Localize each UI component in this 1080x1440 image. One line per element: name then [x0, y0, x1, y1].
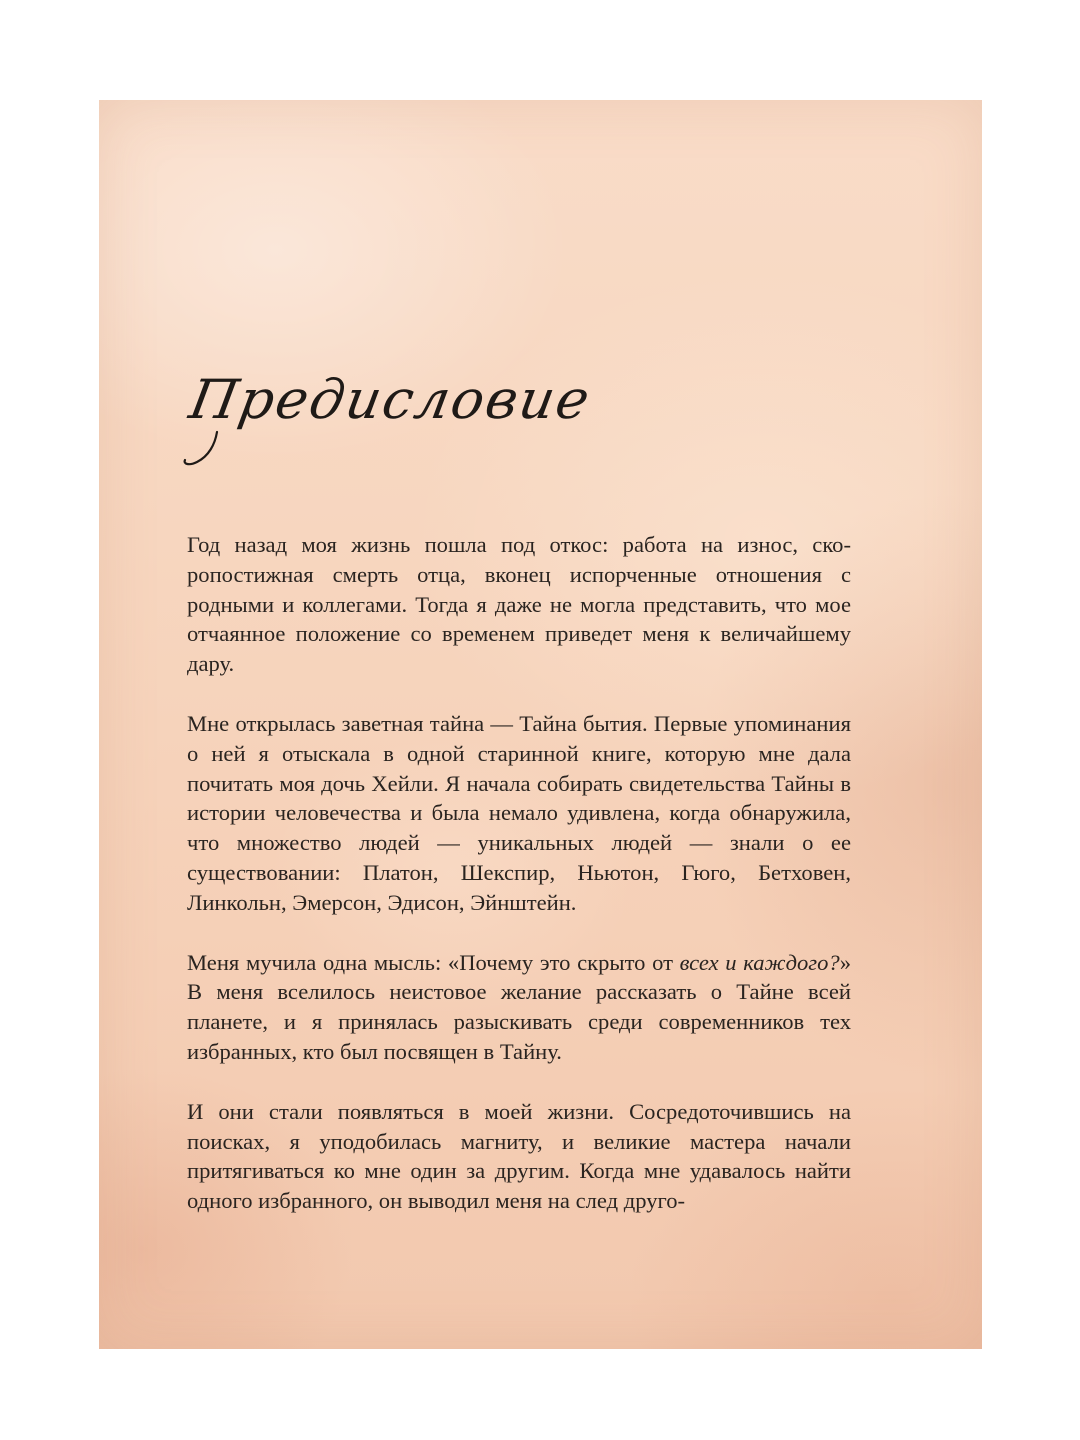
paragraph-3-start: Меня мучила одна мысль: «Почему это скрыто от [187, 949, 680, 975]
paragraph-3 [187, 948, 851, 1067]
paragraph-1: Год назад моя жизнь пошла под откос: работа на износ, скоропостижная смерть отца, вконец испорченные отношения с родными и коллегами. Тогда я даже не могла представить, что мое отчаянное положение со временем приведет меня к величайшему дару. [187, 532, 851, 677]
paragraph-4: И они стали появляться в моей жизни. Сосредоточившись на поисках, я уподобилась магниту, и великие мастера начали притягиваться ко мне один за другим. Когда мне удавалось найти одного избранного, он выводил меня на след друго- [187, 1098, 851, 1214]
heading-flourish-icon [179, 430, 239, 470]
page-body [187, 530, 851, 1216]
book-page [99, 100, 982, 1349]
paragraph-3-emphasis: всех и каждого? [679, 949, 840, 975]
page-heading: Предисловие [185, 368, 597, 431]
paragraph-3-end: » В меня вселилось неистовое желание рассказать о Тайне всей планете, и я принялась разыскивать среди современников тех избранных, кто был посвящен в Тайну. [187, 949, 851, 1064]
paragraph-2: Мне открылась заветная тайна — Тайна бытия. Первые упоминания о ней я отыскала в одной старинной книге, которую мне дала почитать моя дочь Хейли. Я начала собирать свидетельства Тайны в истории человечества и была немало удивлена, когда обнаружила, что множество людей — уникальных людей — знали о ее существовании: Платон, Шекспир, Ньютон, Гюго, Бетховен, Линкольн, Эмерсон, Эдисон, Эйнштейн. [187, 710, 851, 915]
